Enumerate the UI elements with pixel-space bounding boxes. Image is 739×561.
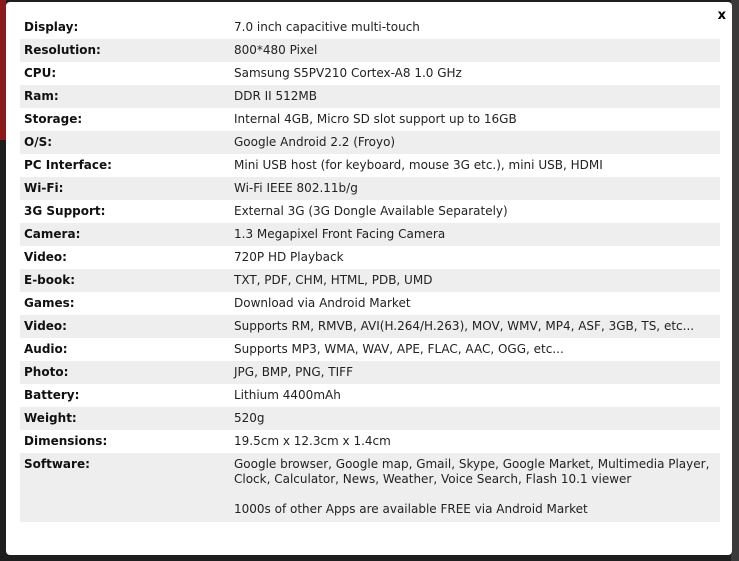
spec-label: Wi-Fi:: [20, 177, 234, 200]
spec-value: Internal 4GB, Micro SD slot support up to 16GB: [234, 112, 517, 126]
spec-row: [20, 85, 720, 108]
spec-label: Audio:: [24, 342, 68, 356]
spec-row: [20, 131, 720, 154]
spec-label: Video:: [20, 315, 234, 338]
spec-row: [20, 154, 720, 177]
spec-table: [20, 16, 720, 522]
spec-lightbox: [6, 2, 732, 555]
spec-value: 520g: [234, 407, 720, 430]
software-line: Google browser, Google map, Gmail, Skype, Google Market, Multimedia Player,: [234, 457, 710, 471]
spec-label: PC Interface:: [24, 158, 112, 172]
spec-row: [20, 407, 720, 430]
spec-value: Download via Android Market: [234, 296, 411, 310]
spec-label: Camera:: [20, 223, 234, 246]
spec-value: Wi-Fi IEEE 802.11b/g: [234, 177, 720, 200]
spec-label: E-book:: [20, 269, 234, 292]
spec-label: O/S:: [20, 131, 234, 154]
spec-label: Weight:: [20, 407, 234, 430]
spec-label: Software:: [20, 453, 234, 522]
spec-table-body: [20, 16, 720, 522]
spec-row: [20, 361, 720, 384]
spec-value: Supports RM, RMVB, AVI(H.264/H.263), MOV, WMV, MP4, ASF, 3GB, TS, etc...: [234, 315, 720, 338]
spec-row: [20, 292, 720, 315]
spec-value: Samsung S5PV210 Cortex-A8 1.0 GHz: [234, 66, 462, 80]
spec-row: [20, 62, 720, 85]
spec-label: Resolution:: [20, 39, 234, 62]
software-line: Clock, Calculator, News, Weather, Voice Search, Flash 10.1 viewer: [234, 472, 632, 486]
backdrop-scrollbar: [731, 0, 739, 561]
spec-label: Battery:: [24, 388, 80, 402]
spec-label: 3G Support:: [24, 204, 106, 218]
spec-row: [20, 315, 720, 338]
spec-row: [20, 338, 720, 361]
spec-label: Storage:: [24, 112, 83, 126]
spec-label: Display:: [24, 20, 79, 34]
spec-row: [20, 200, 720, 223]
spec-value: Supports MP3, WMA, WAV, APE, FLAC, AAC, OGG, etc...: [234, 342, 564, 356]
spec-value: 800*480 Pixel: [234, 39, 720, 62]
spec-row: [20, 177, 720, 200]
spec-value: External 3G (3G Dongle Available Separately): [234, 204, 508, 218]
spec-row: [20, 108, 720, 131]
spec-value: 720P HD Playback: [234, 250, 344, 264]
spec-value: DDR II 512MB: [234, 85, 720, 108]
spec-row-software: [20, 453, 720, 522]
spec-value: Google Android 2.2 (Froyo): [234, 131, 720, 154]
software-value: [234, 453, 720, 522]
spec-row: [20, 223, 720, 246]
close-button[interactable]: x: [717, 8, 726, 23]
spec-label: Video:: [24, 250, 67, 264]
spec-label: Ram:: [20, 85, 234, 108]
spec-label: Photo:: [20, 361, 234, 384]
software-spacer: [234, 487, 720, 502]
spec-row: [20, 39, 720, 62]
spec-value: JPG, BMP, PNG, TIFF: [234, 361, 720, 384]
software-line: 1000s of other Apps are available FREE via Android Market: [234, 502, 588, 516]
spec-value: 1.3 Megapixel Front Facing Camera: [234, 223, 720, 246]
spec-value: TXT, PDF, CHM, HTML, PDB, UMD: [234, 269, 720, 292]
spec-value: Lithium 4400mAh: [234, 388, 341, 402]
spec-value: 7.0 inch capacitive multi-touch: [234, 20, 420, 34]
spec-row: [20, 384, 720, 407]
spec-value: Mini USB host (for keyboard, mouse 3G etc.), mini USB, HDMI: [234, 158, 603, 172]
spec-row: [20, 16, 720, 39]
spec-row: [20, 430, 720, 453]
spec-label: Games:: [24, 296, 75, 310]
spec-label: Dimensions:: [24, 434, 108, 448]
spec-row: [20, 269, 720, 292]
spec-label: CPU:: [24, 66, 57, 80]
spec-row: [20, 246, 720, 269]
spec-value: 19.5cm x 12.3cm x 1.4cm: [234, 434, 391, 448]
